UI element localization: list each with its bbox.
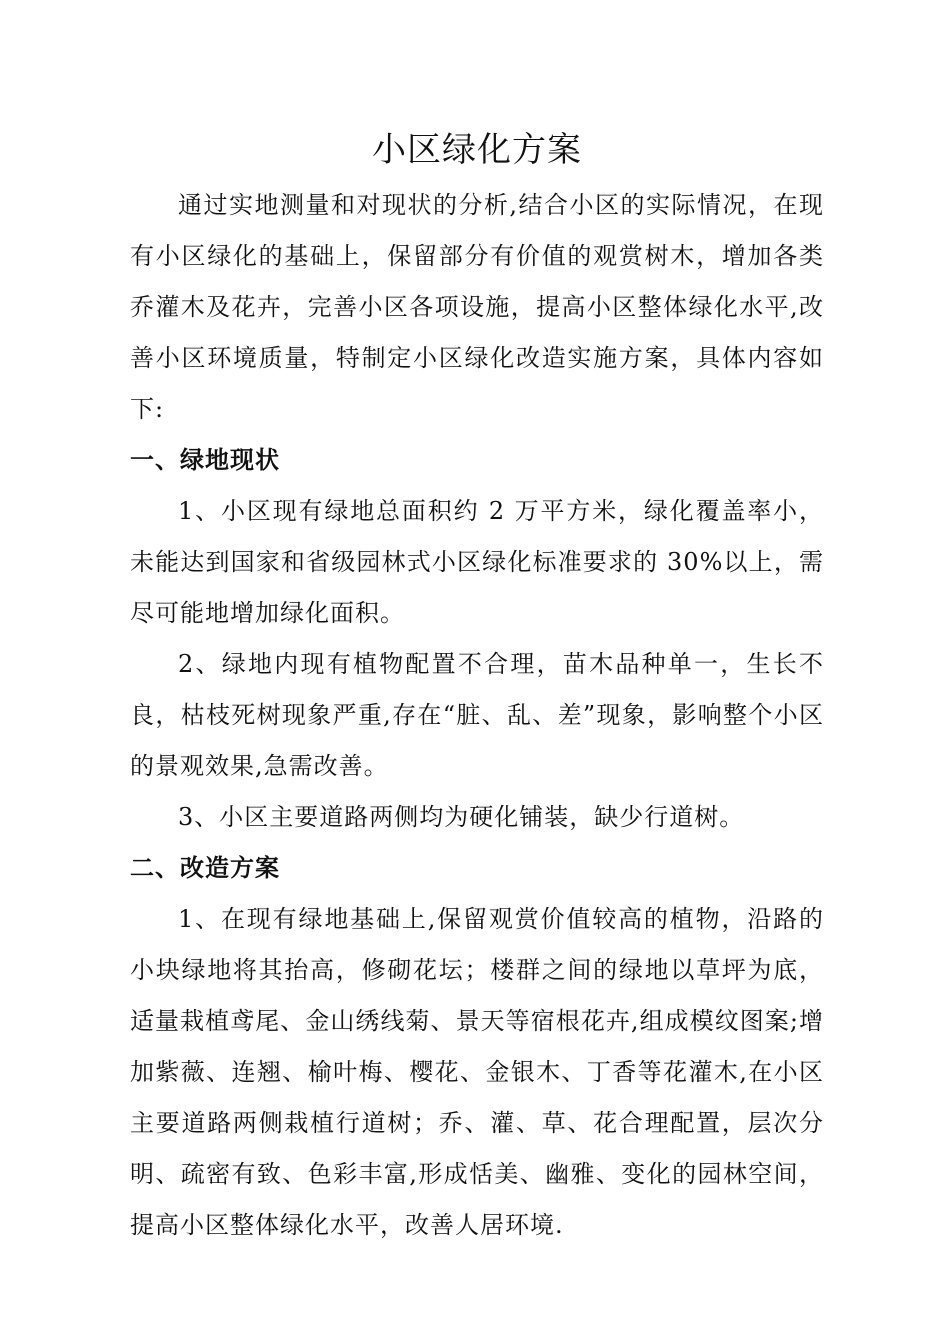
section-paragraph: 2、绿地内现有植物配置不合理，苗木品种单一，生长不良，枯枝死树现象严重,存在“脏、乱、差”现象，影响整个小区的景观效果,急需改善。: [130, 650, 824, 780]
section-heading: 二、改造方案: [130, 854, 280, 882]
section-paragraph: 3、小区主要道路两侧均为硬化铺装，缺少行道树。: [178, 803, 745, 831]
document-page: [130, 120, 824, 1251]
section-current-status: [130, 435, 824, 843]
intro-paragraph: 通过实地测量和对现状的分析,结合小区的实际情况，在现有小区绿化的基础上，保留部分有价值的观赏树木，增加各类乔灌木及花卉，完善小区各项设施，提高小区整体绿化水平,改善小区环境质量，特制定小区绿化改造实施方案，具体内容如下:: [130, 191, 824, 423]
document-title: 小区绿化方案: [372, 130, 582, 170]
section-renovation-plan: [130, 843, 824, 1251]
section-paragraph: 1、在现有绿地基础上,保留观赏价值较高的植物，沿路的小块绿地将其抬高，修砌花坛；楼群之间的绿地以草坪为底，适量栽植鸢尾、金山绣线菊、景天等宿根花卉,组成模纹图案;增加紫薇、连翘、榆叶梅、樱花、金银木、丁香等花灌木,在小区主要道路两侧栽植行道树；乔、灌、草、花合理配置，层次分明、疏密有致、色彩丰富,形成恬美、幽雅、变化的园林空间，提高小区整体绿化水平，改善人居环境.: [130, 905, 824, 1239]
section-heading: 一、绿地现状: [130, 446, 280, 474]
section-paragraph: 1、小区现有绿地总面积约 2 万平方米，绿化覆盖率小，未能达到国家和省级园林式小区绿化标准要求的 30%以上，需尽可能地增加绿化面积。: [130, 497, 824, 627]
